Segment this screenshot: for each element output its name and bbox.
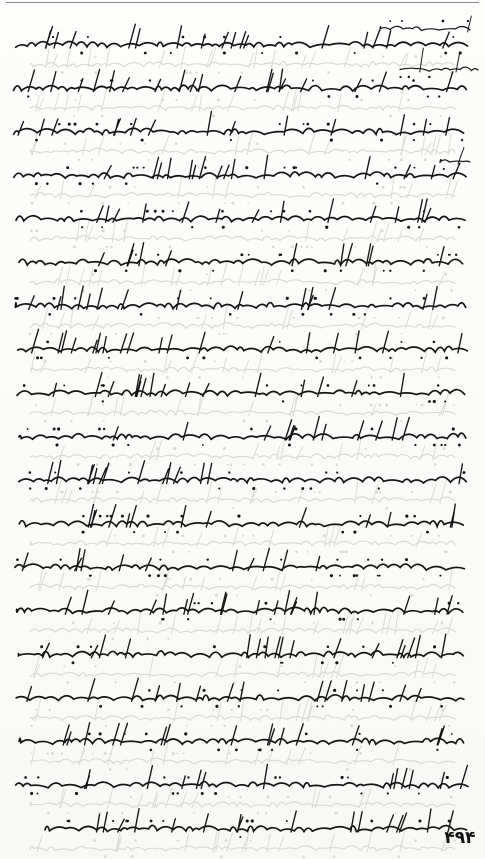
- script-line: [19, 723, 463, 752]
- bleed-through-line: [30, 610, 455, 640]
- script-line: [14, 286, 465, 316]
- bleed-through-line: [30, 351, 455, 379]
- script-line: [17, 590, 463, 620]
- script-line: [19, 504, 463, 534]
- bleed-through-line: [30, 175, 458, 205]
- script-line: [16, 24, 468, 54]
- bleed-through-line: [30, 697, 455, 727]
- bleed-through-line: [30, 524, 455, 553]
- bleed-through-line: [30, 437, 455, 466]
- bleed-through-line: [30, 262, 455, 292]
- marginal-note: [380, 16, 471, 38]
- bleed-through-line: [30, 567, 455, 597]
- script-line: [18, 329, 468, 359]
- bleed-through-line: [30, 392, 455, 422]
- page-number: ۴۹۴: [444, 828, 476, 848]
- bleed-through-line: [30, 828, 456, 858]
- bleed-through-line: [30, 131, 455, 161]
- bleed-through-line: [29, 306, 455, 336]
- bleed-through-line: [30, 44, 455, 74]
- script-line: [19, 416, 466, 446]
- script-line: [19, 461, 466, 491]
- bleed-through-line: [30, 741, 455, 771]
- script-line: [15, 548, 464, 577]
- bleed-through-line: [30, 218, 455, 248]
- script-line: [17, 373, 465, 404]
- script-line: [18, 634, 463, 664]
- bleed-through-line: [30, 654, 456, 684]
- script-line: [16, 678, 464, 708]
- script-line: [14, 155, 466, 185]
- script-line: [14, 69, 467, 98]
- script-line: [19, 243, 463, 273]
- bleed-through-line: [30, 785, 455, 814]
- script-line: [45, 809, 467, 838]
- script-line: [16, 199, 465, 229]
- script-line: [16, 765, 468, 796]
